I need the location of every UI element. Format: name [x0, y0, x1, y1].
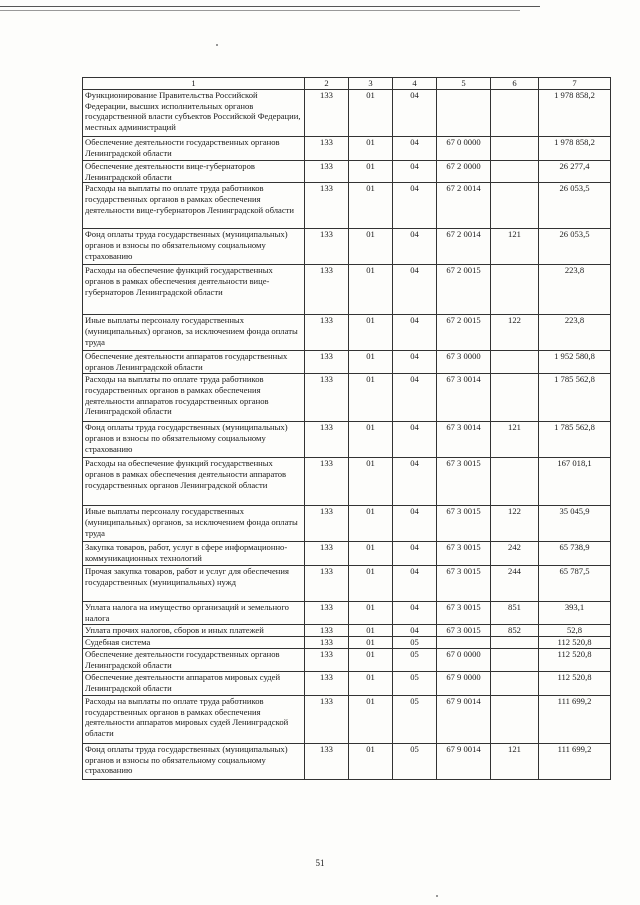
row-name-cell: Обеспечение деятельности государственных органов Ленинградской области: [83, 136, 305, 160]
budget-table: [82, 77, 611, 780]
ministry-code-cell: 133: [305, 743, 349, 779]
expense-type-cell: [491, 183, 539, 229]
expense-type-cell: 244: [491, 565, 539, 601]
section-code-cell: 01: [349, 421, 393, 457]
column-header: 7: [539, 78, 611, 90]
table-row: [83, 351, 611, 374]
target-article-cell: 67 3 0015: [437, 624, 491, 636]
expense-type-cell: [491, 136, 539, 160]
ministry-code-cell: 133: [305, 505, 349, 541]
ministry-code-cell: 133: [305, 373, 349, 421]
row-name-cell: Уплата прочих налогов, сборов и иных платежей: [83, 624, 305, 636]
row-name-cell: Уплата налога на имущество организаций и земельного налога: [83, 601, 305, 624]
expense-type-cell: 121: [491, 229, 539, 265]
ministry-code-cell: 133: [305, 648, 349, 671]
column-number-row: [83, 78, 611, 90]
amount-cell: 167 018,1: [539, 457, 611, 505]
section-code-cell: 01: [349, 601, 393, 624]
section-code-cell: 01: [349, 565, 393, 601]
ministry-code-cell: 133: [305, 541, 349, 565]
amount-cell: 26 053,5: [539, 229, 611, 265]
row-name-cell: Расходы на выплаты по оплате труда работников государственных органов в рамках обеспечения деятельности аппаратов государственных органов Ленинградской области: [83, 373, 305, 421]
expense-type-cell: [491, 160, 539, 183]
section-code-cell: 01: [349, 505, 393, 541]
target-article-cell: 67 2 0015: [437, 265, 491, 315]
row-name-cell: Закупка товаров, работ, услуг в сфере информационно-коммуникационных технологий: [83, 541, 305, 565]
column-header: 5: [437, 78, 491, 90]
subsection-code-cell: 05: [393, 695, 437, 743]
table-row: [83, 648, 611, 671]
column-header: 3: [349, 78, 393, 90]
row-name-cell: Расходы на выплаты по оплате труда работников государственных органов в рамках обеспечения деятельности аппаратов мировых судей Ленинградской области: [83, 695, 305, 743]
subsection-code-cell: 04: [393, 421, 437, 457]
amount-cell: 112 520,8: [539, 636, 611, 648]
amount-cell: 1 978 858,2: [539, 89, 611, 136]
section-code-cell: 01: [349, 695, 393, 743]
expense-type-cell: [491, 648, 539, 671]
table-row: [83, 743, 611, 779]
ministry-code-cell: 133: [305, 624, 349, 636]
table-row: [83, 265, 611, 315]
target-article-cell: 67 3 0015: [437, 565, 491, 601]
target-article-cell: [437, 636, 491, 648]
ministry-code-cell: 133: [305, 421, 349, 457]
column-header: 2: [305, 78, 349, 90]
table-row: [83, 160, 611, 183]
target-article-cell: 67 0 0000: [437, 136, 491, 160]
ministry-code-cell: 133: [305, 183, 349, 229]
target-article-cell: 67 3 0014: [437, 421, 491, 457]
page-number: 51: [315, 858, 325, 868]
column-header: 4: [393, 78, 437, 90]
row-name-cell: Расходы на выплаты по оплате труда работников государственных органов в рамках обеспечения деятельности вице-губернаторов Ленинградской области: [83, 183, 305, 229]
amount-cell: 65 738,9: [539, 541, 611, 565]
section-code-cell: 01: [349, 351, 393, 374]
ministry-code-cell: 133: [305, 229, 349, 265]
table-row: [83, 457, 611, 505]
subsection-code-cell: 04: [393, 541, 437, 565]
amount-cell: 111 699,2: [539, 743, 611, 779]
ministry-code-cell: 133: [305, 89, 349, 136]
table-row: [83, 421, 611, 457]
row-name-cell: Обеспечение деятельности вице-губернаторов Ленинградской области: [83, 160, 305, 183]
row-name-cell: Иные выплаты персоналу государственных (муниципальных) органов, за исключением фонда оплаты труда: [83, 505, 305, 541]
amount-cell: 35 045,9: [539, 505, 611, 541]
section-code-cell: 01: [349, 229, 393, 265]
amount-cell: 1 785 562,8: [539, 421, 611, 457]
expense-type-cell: 242: [491, 541, 539, 565]
scan-top-rule-secondary: [0, 10, 520, 11]
section-code-cell: 01: [349, 136, 393, 160]
target-article-cell: 67 2 0014: [437, 229, 491, 265]
table-row: [83, 671, 611, 695]
target-article-cell: 67 9 0014: [437, 743, 491, 779]
expense-type-cell: 122: [491, 315, 539, 351]
row-name-cell: Прочая закупка товаров, работ и услуг для обеспечения государственных (муниципальных) нужд: [83, 565, 305, 601]
amount-cell: 112 520,8: [539, 648, 611, 671]
expense-type-cell: [491, 89, 539, 136]
expense-type-cell: 122: [491, 505, 539, 541]
subsection-code-cell: 04: [393, 229, 437, 265]
ministry-code-cell: 133: [305, 136, 349, 160]
amount-cell: 393,1: [539, 601, 611, 624]
amount-cell: 111 699,2: [539, 695, 611, 743]
row-name-cell: Обеспечение деятельности государственных органов Ленинградской области: [83, 648, 305, 671]
ministry-code-cell: 133: [305, 671, 349, 695]
scan-speck: [436, 895, 438, 897]
expense-type-cell: 121: [491, 743, 539, 779]
target-article-cell: 67 3 0014: [437, 373, 491, 421]
expense-type-cell: [491, 373, 539, 421]
amount-cell: 1 785 562,8: [539, 373, 611, 421]
subsection-code-cell: 04: [393, 601, 437, 624]
subsection-code-cell: 04: [393, 373, 437, 421]
target-article-cell: 67 3 0000: [437, 351, 491, 374]
table-row: [83, 183, 611, 229]
section-code-cell: 01: [349, 457, 393, 505]
ministry-code-cell: 133: [305, 351, 349, 374]
section-code-cell: 01: [349, 183, 393, 229]
amount-cell: 1 978 858,2: [539, 136, 611, 160]
expense-type-cell: [491, 265, 539, 315]
section-code-cell: 01: [349, 89, 393, 136]
section-code-cell: 01: [349, 160, 393, 183]
column-header: 1: [83, 78, 305, 90]
ministry-code-cell: 133: [305, 695, 349, 743]
subsection-code-cell: 04: [393, 265, 437, 315]
subsection-code-cell: 04: [393, 351, 437, 374]
expense-type-cell: [491, 695, 539, 743]
ministry-code-cell: 133: [305, 636, 349, 648]
table-row: [83, 695, 611, 743]
target-article-cell: 67 2 0000: [437, 160, 491, 183]
table-row: [83, 565, 611, 601]
subsection-code-cell: 04: [393, 315, 437, 351]
amount-cell: 112 520,8: [539, 671, 611, 695]
amount-cell: 26 053,5: [539, 183, 611, 229]
section-code-cell: 01: [349, 541, 393, 565]
ministry-code-cell: 133: [305, 601, 349, 624]
expense-type-cell: 121: [491, 421, 539, 457]
subsection-code-cell: 04: [393, 624, 437, 636]
table-row: [83, 636, 611, 648]
subsection-code-cell: 05: [393, 743, 437, 779]
section-code-cell: 01: [349, 373, 393, 421]
target-article-cell: 67 9 0000: [437, 671, 491, 695]
column-header: 6: [491, 78, 539, 90]
section-code-cell: 01: [349, 636, 393, 648]
target-article-cell: 67 0 0000: [437, 648, 491, 671]
row-name-cell: Обеспечение деятельности аппаратов мировых судей Ленинградской области: [83, 671, 305, 695]
row-name-cell: Расходы на обеспечение функций государственных органов в рамках обеспечения деятельности аппаратов государственных органов Ленинградской области: [83, 457, 305, 505]
section-code-cell: 01: [349, 671, 393, 695]
row-name-cell: Фонд оплаты труда государственных (муниципальных) органов и взносы по обязательному социальному страхованию: [83, 229, 305, 265]
ministry-code-cell: 133: [305, 315, 349, 351]
row-name-cell: Иные выплаты персоналу государственных (муниципальных) органов, за исключением фонда оплаты труда: [83, 315, 305, 351]
expense-type-cell: 852: [491, 624, 539, 636]
expense-type-cell: [491, 351, 539, 374]
subsection-code-cell: 04: [393, 160, 437, 183]
target-article-cell: [437, 89, 491, 136]
ministry-code-cell: 133: [305, 265, 349, 315]
table-row: [83, 315, 611, 351]
expense-type-cell: [491, 457, 539, 505]
row-name-cell: Расходы на обеспечение функций государственных органов в рамках обеспечения деятельности вице-губернаторов Ленинградской области: [83, 265, 305, 315]
ministry-code-cell: 133: [305, 160, 349, 183]
row-name-cell: Обеспечение деятельности аппаратов государственных органов Ленинградской области: [83, 351, 305, 374]
subsection-code-cell: 05: [393, 648, 437, 671]
subsection-code-cell: 04: [393, 457, 437, 505]
target-article-cell: 67 9 0014: [437, 695, 491, 743]
table-row: [83, 541, 611, 565]
table-row: [83, 136, 611, 160]
amount-cell: 52,8: [539, 624, 611, 636]
ministry-code-cell: 133: [305, 565, 349, 601]
scan-speck: [216, 44, 218, 46]
section-code-cell: 01: [349, 315, 393, 351]
row-name-cell: Фонд оплаты труда государственных (муниципальных) органов и взносы по обязательному социальному страхованию: [83, 421, 305, 457]
amount-cell: 26 277,4: [539, 160, 611, 183]
target-article-cell: 67 3 0015: [437, 541, 491, 565]
table-row: [83, 624, 611, 636]
subsection-code-cell: 04: [393, 183, 437, 229]
row-name-cell: Функционирование Правительства Российской Федерации, высших исполнительных органов государственной власти субъектов Российской Федерации, местных администраций: [83, 89, 305, 136]
target-article-cell: 67 3 0015: [437, 505, 491, 541]
subsection-code-cell: 04: [393, 565, 437, 601]
target-article-cell: 67 2 0014: [437, 183, 491, 229]
scan-top-rule: [0, 6, 540, 7]
section-code-cell: 01: [349, 648, 393, 671]
subsection-code-cell: 05: [393, 636, 437, 648]
subsection-code-cell: 04: [393, 89, 437, 136]
expense-type-cell: [491, 636, 539, 648]
table-row: [83, 373, 611, 421]
target-article-cell: 67 3 0015: [437, 601, 491, 624]
expense-type-cell: 851: [491, 601, 539, 624]
section-code-cell: 01: [349, 624, 393, 636]
table-row: [83, 505, 611, 541]
table-row: [83, 89, 611, 136]
ministry-code-cell: 133: [305, 457, 349, 505]
section-code-cell: 01: [349, 743, 393, 779]
row-name-cell: Фонд оплаты труда государственных (муниципальных) органов и взносы по обязательному социальному страхованию: [83, 743, 305, 779]
subsection-code-cell: 04: [393, 136, 437, 160]
amount-cell: 223,8: [539, 315, 611, 351]
budget-table-body: [83, 89, 611, 779]
amount-cell: 65 787,5: [539, 565, 611, 601]
target-article-cell: 67 3 0015: [437, 457, 491, 505]
subsection-code-cell: 05: [393, 671, 437, 695]
amount-cell: 1 952 580,8: [539, 351, 611, 374]
table-row: [83, 229, 611, 265]
section-code-cell: 01: [349, 265, 393, 315]
target-article-cell: 67 2 0015: [437, 315, 491, 351]
subsection-code-cell: 04: [393, 505, 437, 541]
amount-cell: 223,8: [539, 265, 611, 315]
table-row: [83, 601, 611, 624]
row-name-cell: Судебная система: [83, 636, 305, 648]
expense-type-cell: [491, 671, 539, 695]
